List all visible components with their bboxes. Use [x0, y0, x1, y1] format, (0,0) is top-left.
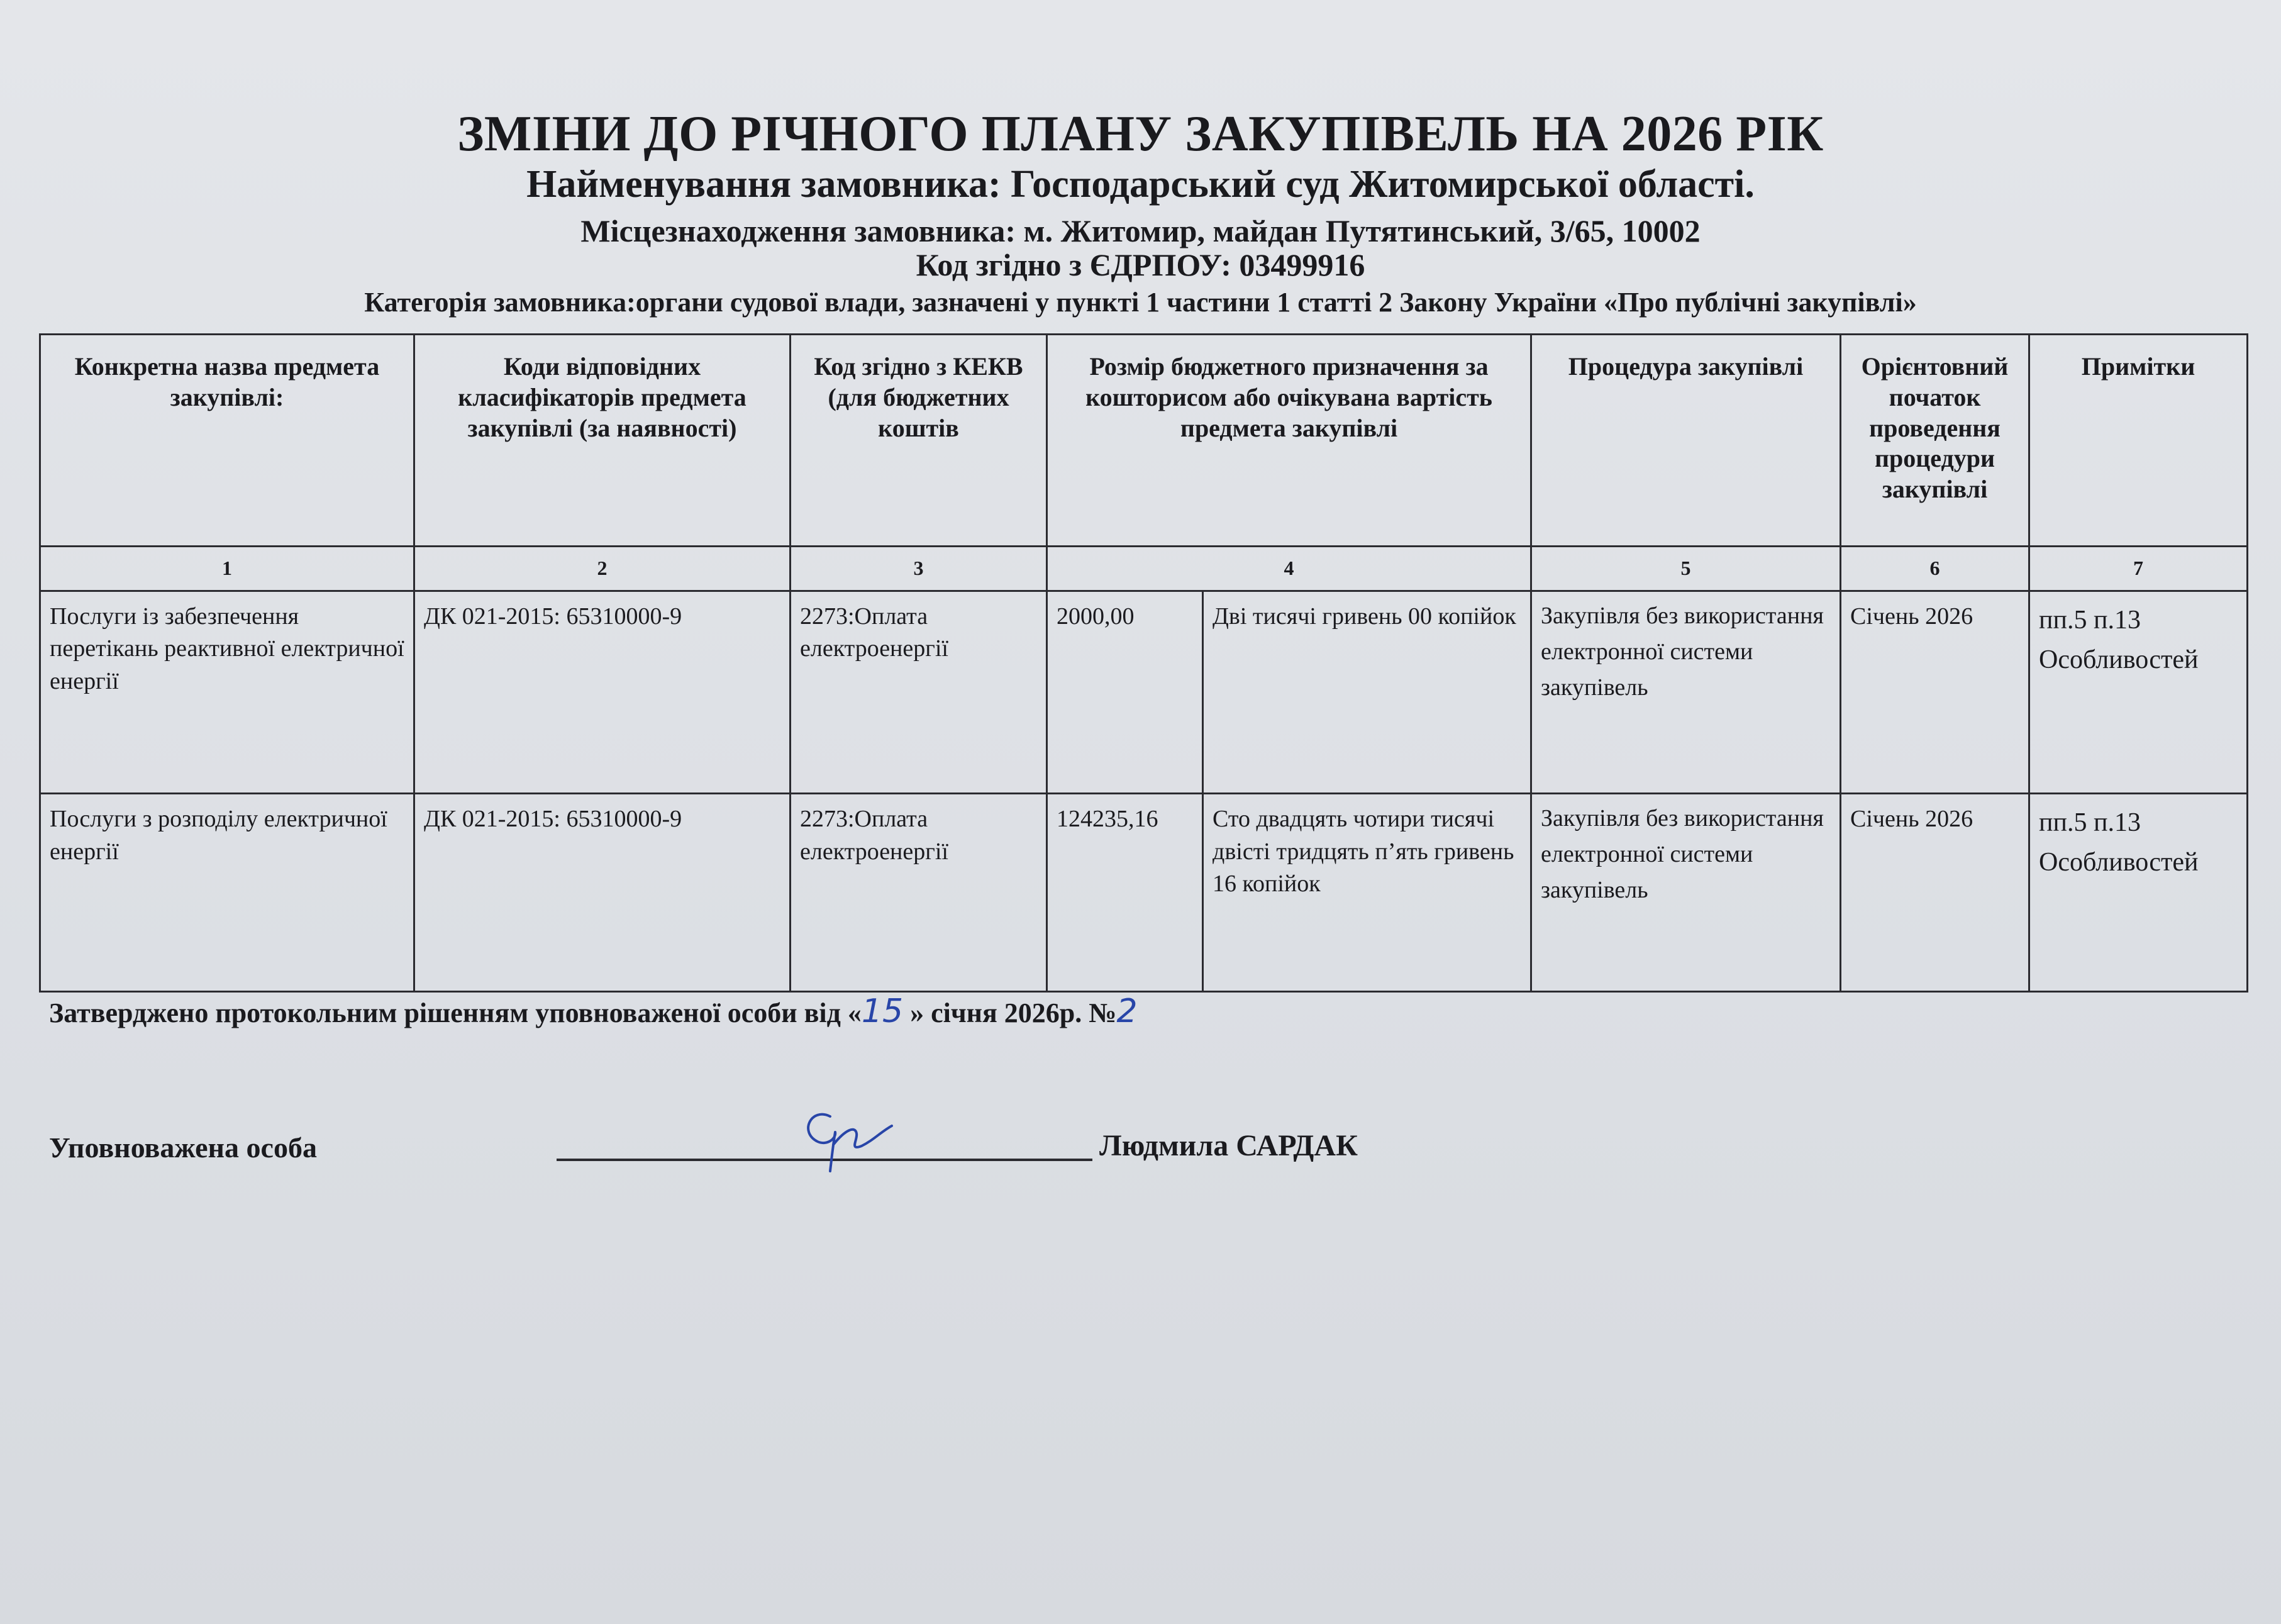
notes-cell: пп.5 п.13 Особливостей — [2029, 591, 2248, 794]
column-number: 1 — [40, 546, 414, 591]
header-start-date: Орієнтовний початок проведення процедури закупівлі — [1841, 335, 2029, 547]
header-kekv-code: Код згідно з КЕКВ (для бюджетних коштів — [791, 335, 1047, 547]
column-number: 5 — [1531, 546, 1841, 591]
start-date-cell: Січень 2026 — [1841, 591, 2029, 794]
kekv-cell: 2273:Оплата електроенергії — [791, 591, 1047, 794]
customer-edrpou: Код згідно з ЄДРПОУ: 03499916 — [916, 247, 1365, 282]
table-row — [40, 591, 2248, 794]
table-row — [40, 794, 2248, 992]
notes-cell: пп.5 п.13 Особливостей — [2029, 794, 2248, 992]
table-header-row — [40, 335, 2248, 547]
authorized-person-name: Людмила САРДАК — [1099, 1129, 1358, 1162]
approval-number-handwritten: 2 — [1116, 993, 1138, 1030]
procurement-plan-table — [39, 333, 2248, 993]
procedure-cell: Закупівля без використання електронної системи закупівель — [1531, 794, 1841, 992]
item-name-cell: Послуги із забезпечення перетікань реактивної електричної енергії — [40, 591, 414, 794]
document-title: ЗМІНИ ДО РІЧНОГО ПЛАНУ ЗАКУПІВЕЛЬ НА 2026 РІК — [457, 106, 1824, 162]
amount-words-cell: Сто двадцять чотири тисячі двісті тридцять п’ять гривень 16 копійок — [1203, 794, 1531, 992]
handwritten-signature — [786, 1094, 899, 1176]
column-number: 2 — [414, 546, 791, 591]
column-number: 7 — [2029, 546, 2248, 591]
approval-text-middle: » січня 2026р. № — [903, 998, 1117, 1028]
column-number: 4 — [1047, 546, 1531, 591]
column-number-row — [40, 546, 2248, 591]
start-date-cell: Січень 2026 — [1841, 794, 2029, 992]
amount-words-cell: Дві тисячі гривень 00 копійок — [1203, 591, 1531, 794]
classifier-cell: ДК 021-2015: 65310000-9 — [414, 794, 791, 992]
approval-day-handwritten: 15 — [861, 993, 904, 1030]
classifier-cell: ДК 021-2015: 65310000-9 — [414, 591, 791, 794]
header-notes: Примітки — [2029, 335, 2248, 547]
approval-statement — [49, 993, 1138, 1030]
customer-location: Місцезнаходження замовника: м. Житомир, майдан Путятинський, 3/65, 10002 — [580, 213, 1701, 248]
header-classifier-codes: Коди відповідних класифікаторів предмета закупівлі (за наявності) — [414, 335, 791, 547]
authorized-person-label: Уповноважена особа — [49, 1132, 317, 1164]
column-number: 3 — [791, 546, 1047, 591]
approval-text-start: Затверджено протокольним рішенням уповноваженої особи від « — [49, 998, 862, 1028]
customer-name: Найменування замовника: Господарський суд Житомирської області. — [526, 163, 1755, 206]
item-name-cell: Послуги з розподілу електричної енергії — [40, 794, 414, 992]
header-budget-amount: Розмір бюджетного призначення за кошторисом або очікувана вартість предмета закупівлі — [1047, 335, 1531, 547]
column-number: 6 — [1841, 546, 2029, 591]
amount-cell: 2000,00 — [1047, 591, 1203, 794]
amount-cell: 124235,16 — [1047, 794, 1203, 992]
customer-category: Категорія замовника:органи судової влади, зазначені у пункті 1 частини 1 статті 2 Закону України «Про публічні закупівлі» — [364, 287, 1917, 318]
kekv-cell: 2273:Оплата електроенергії — [791, 794, 1047, 992]
header-procedure: Процедура закупівлі — [1531, 335, 1841, 547]
header-item-name: Конкретна назва предмета закупівлі: — [40, 335, 414, 547]
procedure-cell: Закупівля без використання електронної системи закупівель — [1531, 591, 1841, 794]
